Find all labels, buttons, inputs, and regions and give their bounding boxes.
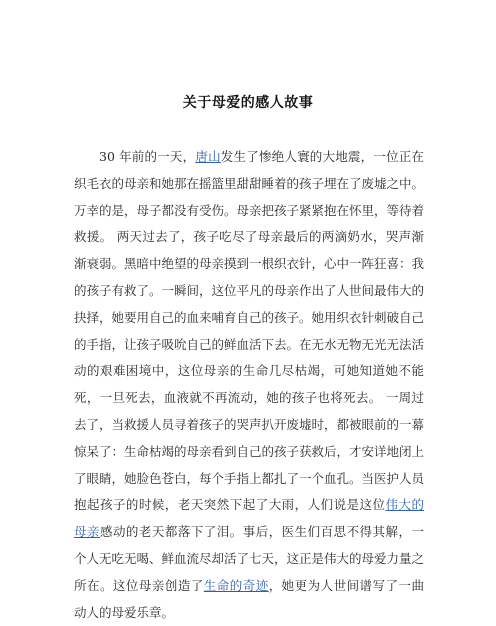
- story-paragraph: [74, 144, 424, 626]
- inline-link[interactable]: 生命的奇迹: [203, 577, 269, 593]
- paragraph-text: 发生了惨绝人寰的大地震，一位正在织毛衣的母亲和她那在摇篮里甜甜睡着的孩子埋在了废墟之中。万幸的是，母子都没有受伤。母亲把孩子紧紧抱在怀里，等待着救援。 两天过去了，孩子吃尽了母亲最后的两滴奶水，哭声渐渐衰弱。黑暗中绝望的母亲摸到一根织衣针，心中一阵狂喜：我的孩子有救了。一瞬间，这位平凡的母亲作出了人世间最伟大的抉择，她要用自己的血来哺育自己的孩子。她用织衣针刺破自己的手指，让孩子吸吮自己的鲜血活下去。在无水无物无光无法活动的艰难困境中，这位母亲的生命几尽枯竭，可她知道她不能死，一旦死去，血液就不再流动，她的孩子也将死去。 一周过去了，当救援人员寻着孩子的哭声扒开废墟时，都被眼前的一幕惊呆了：生命枯竭的母亲看到自己的孩子获救后，才安详地闭上了眼睛，她脸色苍白，每个手指上都扎了一个血孔。当医护人员抱起孩子的时候，老天突然下起了大雨，人们说是这位: [74, 149, 425, 513]
- inline-link[interactable]: 唐山: [195, 149, 221, 164]
- inline-link[interactable]: 伟大的母亲: [74, 497, 424, 540]
- paragraph-text: ，她更为人世间谱写了一曲动人的母爱乐章。: [74, 577, 424, 620]
- paragraph-text: 30 年前的一天，: [99, 149, 196, 164]
- paragraph-text: 感动的老天都落下了泪。事后，医生们百思不得其解，一个人无吃无喝、鲜血流尽却活了七天，这正是伟大的母爱力量之所在。这位母亲创造了: [74, 524, 425, 593]
- document-title: 关于母爱的感人故事: [182, 95, 314, 111]
